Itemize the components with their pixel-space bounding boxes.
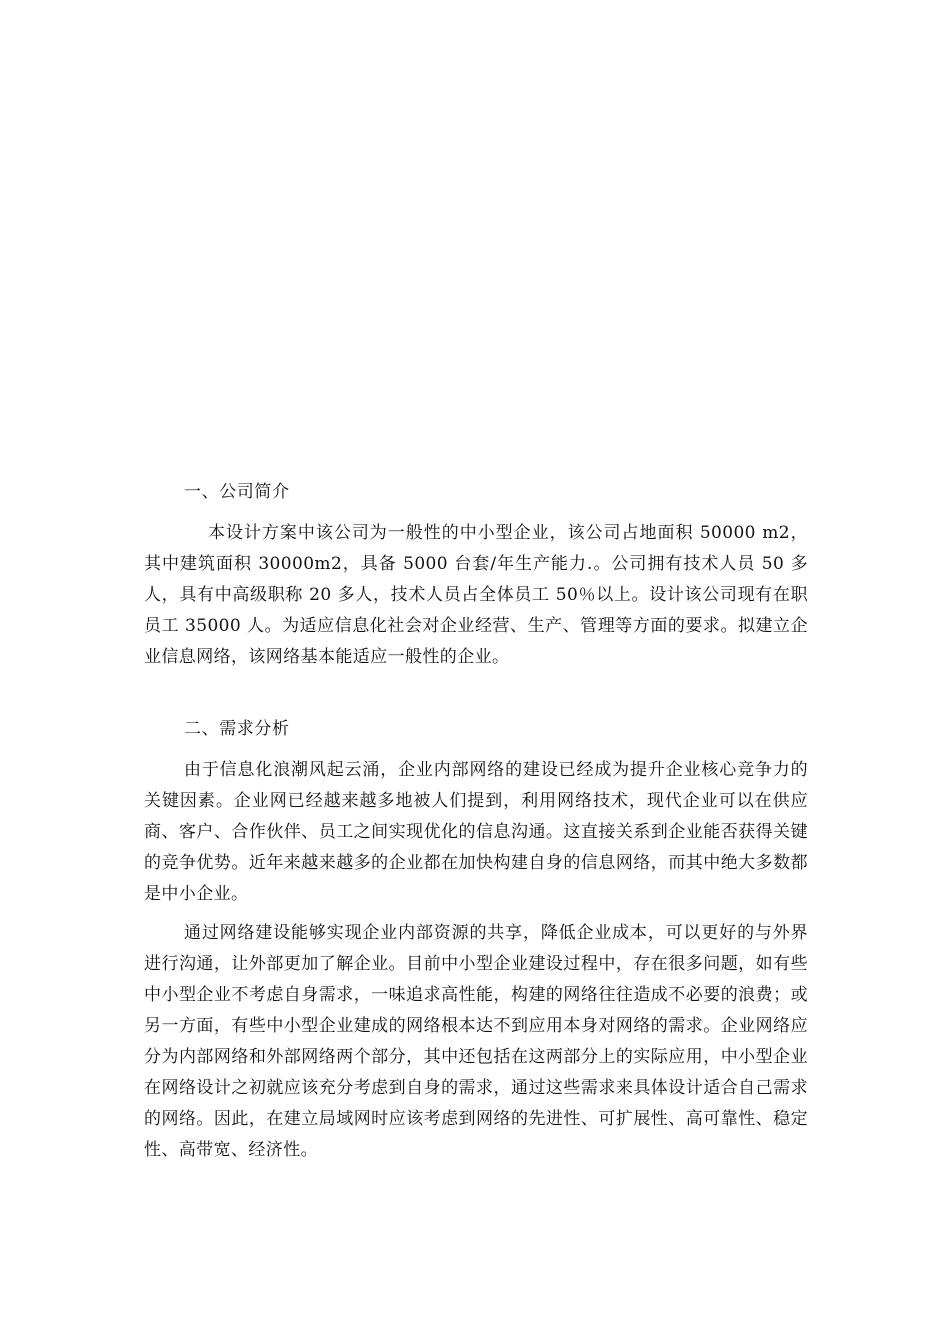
paragraph-requirements-2: 通过网络建设能够实现企业内部资源的共享，降低企业成本，可以更好的与外界进行沟通，让外部更加了解企业。目前中小型企业建设过程中，存在很多问题，如有些中小型企业不考虑自身需求，一味追求高性能，构建的网络往往造成不必要的浪费；或另一方面，有些中小型企业建成的网络根本达不到应用本身对网络的需求。企业网络应分为内部网络和外部网络两个部分，其中还包括在这两部分上的实际应用，中小型企业在网络设计之初就应该充分考虑到自身的需求，通过这些需求来具体设计适合自己需求的网络。因此，在建立局域网时应该考虑到网络的先进性、可扩展性、高可靠性、稳定性、高带宽、经济性。: [144, 923, 808, 1160]
section-heading-company-profile: 一、公司简介: [184, 482, 290, 502]
section-heading-requirements-analysis: 二、需求分析: [184, 719, 290, 739]
document-body: [144, 476, 808, 1166]
paragraph-company-profile: 本设计方案中该公司为一般性的中小型企业，该公司占地面积 50000 m2，其中建筑面积 30000m2，具备 5000 台套/年生产能力.。公司拥有技术人员 50 多人，具有中高级职称 20 多人，技术人员占全体员工 50％以上。设计该公司现有在职员工 35000 人。为适应信息化社会对企业经营、生产、管理等方面的要求。拟建立企业信息网络，该网络基本能适应一般性的企业。: [144, 523, 808, 667]
paragraph-requirements-1: 由于信息化浪潮风起云涌，企业内部网络的建设已经成为提升企业核心竞争力的关键因素。企业网已经越来越多地被人们提到，利用网络技术，现代企业可以在供应商、客户、合作伙伴、员工之间实现优化的信息沟通。这直接关系到企业能否获得关键的竞争优势。近年来越来越多的企业都在加快构建自身的信息网络，而其中绝大多数都是中小企业。: [144, 760, 808, 904]
